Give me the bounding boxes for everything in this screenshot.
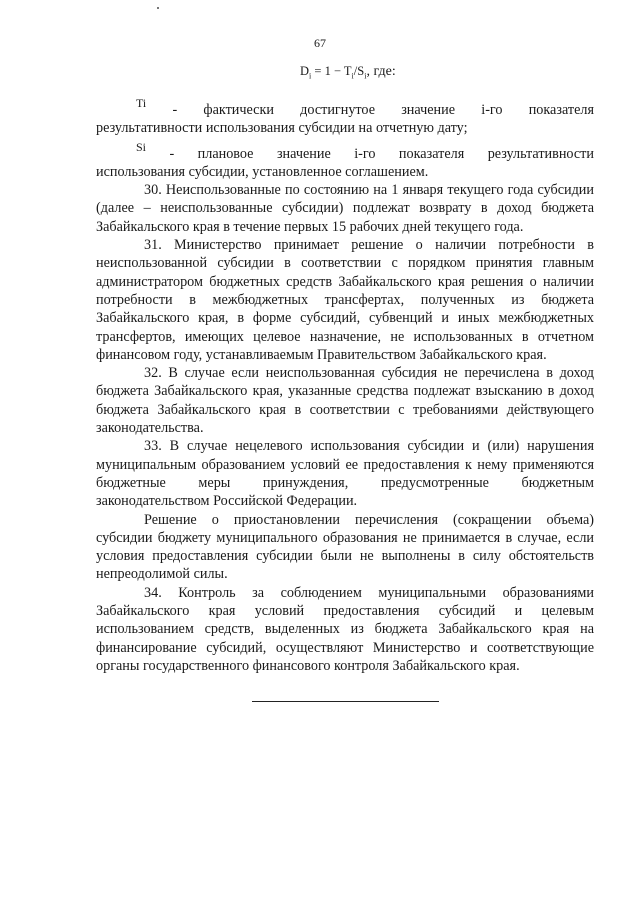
paragraph-33: 33. В случае нецелевого использования субсидии и (или) нарушения муниципальным образованием условий ее предоставления к нему применяются бюджетные меры принуждения, предусмотренные бюджетным законодательством Российской Федерации. bbox=[96, 438, 594, 510]
paragraph-31: 31. Министерство принимает решение о наличии потребности в неиспользованной субсидии в соответствии с порядком принятия главным администратором бюджетных средств Забайкальского края решения о наличии потребности в межбюджетных трансфертах, полученных из бюджета Забайкальского края, в форме субсидий, субвенций и иных межбюджетных трансфертов, имеющих целевое назначение, не использованных в отчетном финансовом году, устанавливаемым Правительством Забайкальского края. bbox=[96, 237, 594, 363]
definition-symbol: Ti bbox=[136, 96, 147, 110]
definition-line bbox=[96, 139, 594, 163]
formula-tail: , где: bbox=[366, 64, 396, 79]
definition-word: - bbox=[169, 145, 175, 162]
paragraph-32: 32. В случае если неиспользованная субсидия не перечислена в доход бюджета Забайкальского края, указанные средства подлежат взысканию в доход бюджета Забайкальского края в соответствии с требованиями действующего законодательства. bbox=[96, 365, 594, 437]
paragraph-decision: Решение о приостановлении перечисления (сокращении объема) субсидии бюджету муниципального образования не принимается в случае, если условия предоставления субсидии были не выполнены в силу обстоятельств непреодолимой силы. bbox=[96, 511, 594, 583]
paragraph-34: 34. Контроль за соблюдением муниципальными образованиями Забайкальского края условий предоставления субсидий и целевым использованием средств, выделенных из бюджета Забайкальского края на финансирование субсидий, осуществляют Министерство и соответствующие органы государственного финансового контроля Забайкальского края. bbox=[96, 584, 594, 674]
page-number: 67 bbox=[314, 36, 326, 50]
formula-d: D bbox=[300, 64, 310, 78]
definition-continuation: использования субсидии, установленное соглашением. bbox=[96, 163, 429, 180]
paragraph-30: 30. Неиспользованные по состоянию на 1 января текущего года субсидии (далее – неиспользованные субсидии) подлежат возврату в доход бюджета Забайкальского края в течение первых 15 рабочих дней текущего года. bbox=[96, 182, 594, 235]
definition-line bbox=[96, 96, 594, 119]
definition-word: достигнутое bbox=[300, 102, 375, 118]
definition-word: показателя bbox=[398, 145, 465, 162]
definition-word: показателя bbox=[528, 102, 594, 118]
formula-s-sub: i bbox=[364, 71, 367, 81]
formula-slash: /S bbox=[353, 64, 365, 78]
closing-rule bbox=[252, 701, 439, 702]
definition-word: i-го bbox=[481, 102, 503, 118]
definition-word: значение bbox=[401, 102, 456, 118]
definition-word: значение bbox=[276, 145, 331, 162]
formula-t-sub: i bbox=[351, 71, 354, 81]
formula-eq: = 1 − T bbox=[311, 64, 352, 78]
document-body bbox=[96, 96, 594, 675]
scan-speck bbox=[157, 7, 159, 9]
definition-word: плановое bbox=[197, 145, 254, 162]
definition-word: фактически bbox=[203, 102, 274, 118]
formula-d-sub: i bbox=[309, 71, 312, 81]
definition-symbol: Si bbox=[136, 139, 147, 154]
definition-continuation: результативности использования субсидии на отчетную дату; bbox=[96, 120, 468, 137]
definition-t bbox=[96, 96, 594, 138]
definition-word: - bbox=[172, 102, 178, 118]
definition-word: i-го bbox=[354, 145, 376, 162]
definition-word: результативности bbox=[487, 145, 594, 162]
formula bbox=[300, 64, 396, 81]
definition-s bbox=[96, 139, 594, 182]
